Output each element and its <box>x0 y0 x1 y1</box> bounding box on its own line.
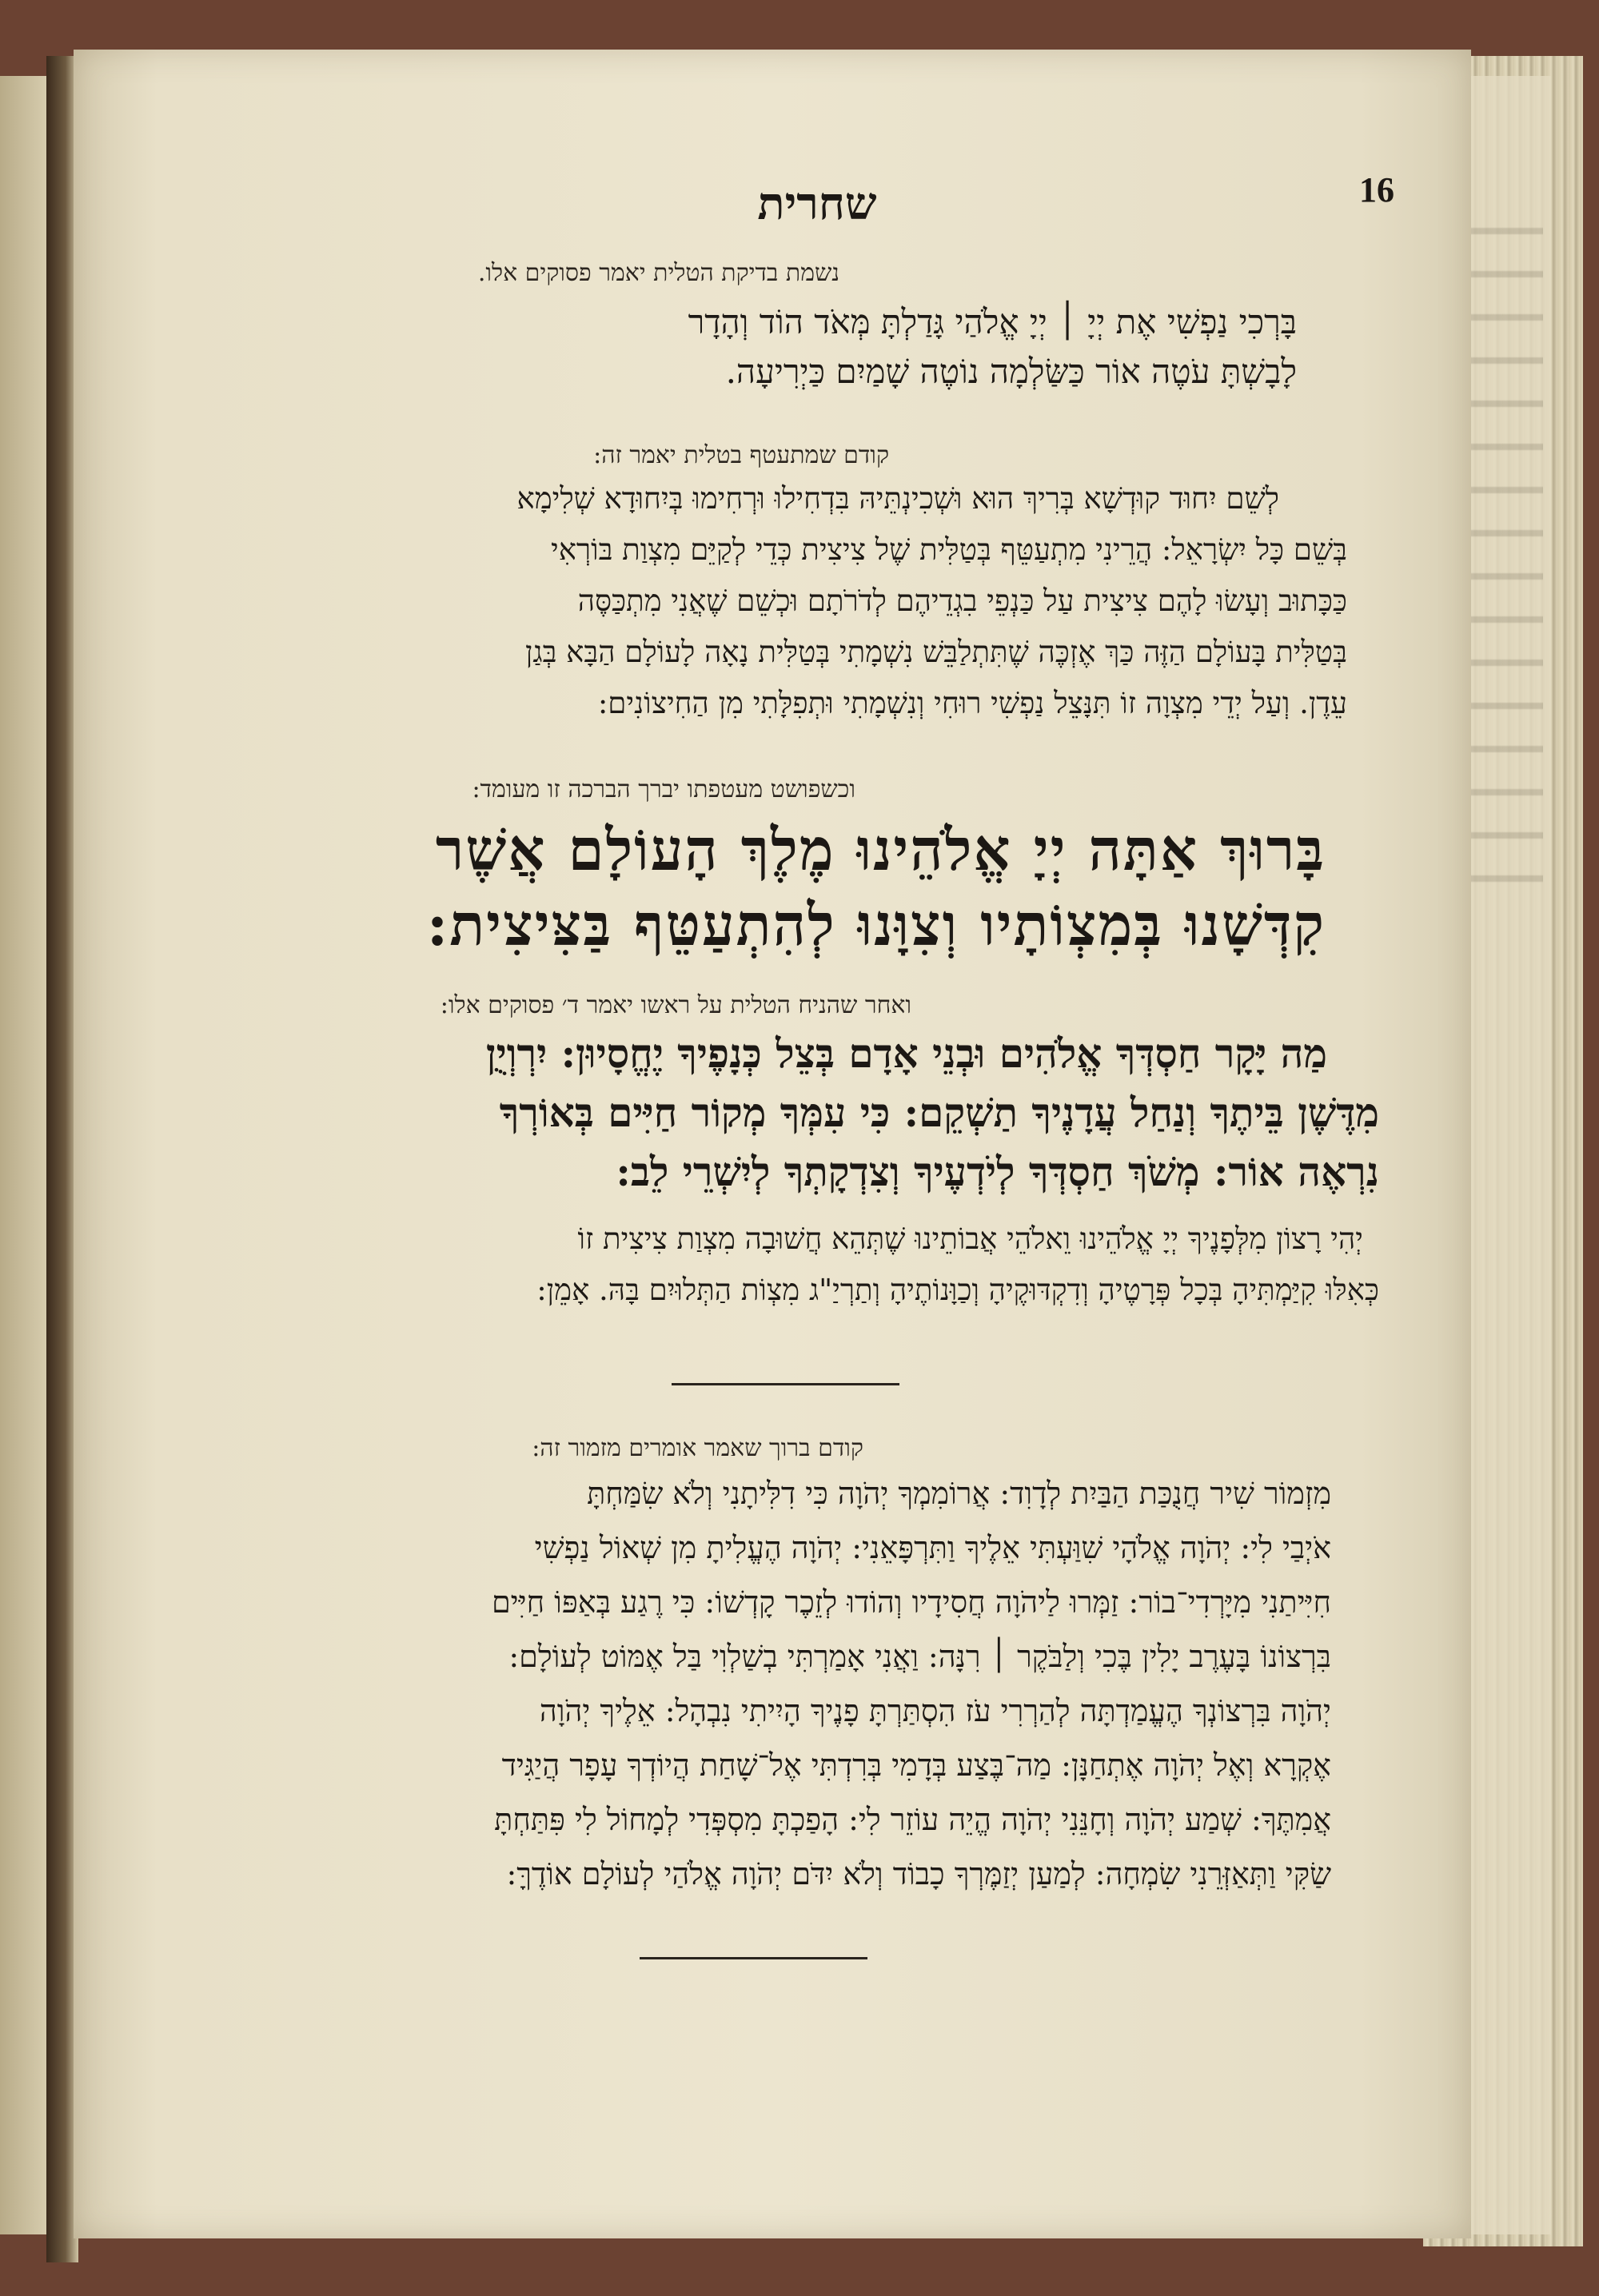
psalm-line: מִזְמוֹר שִׁיר חֲנֻכַּת הַבַּיִת לְדָוִד: אֲרוֹמִמְךָ יְהֹוָה כִּי דִלִּיתָנִי וְלֹא שִׂמַּחְתָּ <box>587 1476 1331 1511</box>
psalm-line: יְהֹוָה בִּרְצוֹנְךָ הֶעֱמַדְתָּה לְהַרְרִי עֹז הִסְתַּרְתָּ פָנֶיךָ הָיִיתִי נִבְהָל: אֵלֶיךָ יְהֹוָה <box>539 1693 1331 1728</box>
section5-instruction: קודם ברוך שאמר אומרים מזמור זה: <box>532 1434 863 1462</box>
psalm-line: חִיִּיתַנִי מִיָּרְדִי־בוֹר: זַמְּרוּ לַיהֹוָה חֲסִידָיו וְהוֹדוּ לְזֵכֶר קָדְשׁוֹ: כִּי רֶגַע בְּאַפּוֹ חַיִּים <box>491 1584 1331 1620</box>
page-number: 16 <box>1359 170 1394 209</box>
section1-line: לָבָשְׁתָּ עֹטֶה אוֹר כַּשַּׂלְמָה נוֹטֶה שָׁמַיִם כַּיְרִיעָה. <box>725 352 1297 391</box>
blessing-line: בָּרוּךְ אַתָּה יְיָ אֱלֹהֵינוּ מֶלֶךְ הָעוֹלָם אֲשֶׁר <box>435 815 1326 883</box>
section-divider <box>640 1957 867 1959</box>
section3-instruction: וכשפושט מעטפתו יברך הברכה זו מעומד: <box>472 775 855 803</box>
psalm-line: שַׂקִּי וַתְּאַזְּרֵנִי שִׂמְחָה: לְמַעַן יְזַמֶּרְךָ כָבוֹד וְלֹא יִדֹּם יְהֹוָה אֱלֹהַי לְעוֹלָם אוֹדֶךָּ: <box>506 1856 1331 1891</box>
psalm-line: בִּרְצוֹנוֹ בָּעֶרֶב יָלִין בֶּכִי וְלַבֹּקֶר ׀ רִנָּה: וַאֲנִי אָמַרְתִּי בְשַׁלְוִי בַּל אֶמּוֹט לְעוֹלָם: <box>508 1639 1331 1674</box>
section2-line: עֵדֶן. וְעַל יְדֵי מִצְוָה זוֹ תִּנָּצֵל נַפְשִׁי רוּחִי וְנִשְׁמָתִי וּתְפִלָּתִי מִן הַחִיצוֹנִים: <box>597 686 1347 720</box>
section2-line: בְּשֵׁם כָּל יִשְׂרָאֵל: הֲרֵינִי מִתְעַטֵּף בְּטַלִּית שֶׁל צִיצִית כְּדֵי לְקַיֵּם מִצְוַת בּוֹרְאִי <box>551 532 1347 567</box>
section1-instruction: נשמת בדיקת הטלית יאמר פסוקים אלו. <box>477 259 839 287</box>
section1-line: בָּרְכִי נַפְשִׁי אֶת יְיָ ׀ יְיָ אֱלֹהַי גָּדַלְתָּ מְּאֹד הוֹד וְהָדָר <box>688 302 1297 341</box>
section2-line: בְּטַלִּית בָּעוֹלָם הַזֶּה כַּךְ אֶזְכֶּה שֶׁתִּתְלַבֵּשׁ נִשְׁמָתִי בְּטַלִּית נָאָה לָעוֹלָם הַבָּא בְּגַן <box>524 635 1347 669</box>
section-divider <box>672 1383 899 1385</box>
page-title: שחרית <box>757 177 877 230</box>
verse-line: מַה יָּקָר חַסְדְּךָ אֱלֹהִים וּבְנֵי אָדָם בְּצֵל כְּנָפֶיךָ יֶחֱסָיוּן: יִרְוְיֻן <box>485 1030 1327 1077</box>
prayer-line: כְּאִלּוּ קִיַּמְתִּיהָ בְּכָל פְּרָטֶיהָ וְדִקְדּוּקֶיהָ וְכַוָּנוֹתֶיהָ וְתַרְיַ"ג מִצְוֹת הַתְּלוּיִם בָּהּ. אָמֵן: <box>536 1273 1379 1307</box>
section2-line: כַּכָּתוּב וְעָשׂוּ לָהֶם צִיצִית עַל כַּנְפֵי בִגְדֵיהֶם לְדֹרֹתָם וּכְשֵׁם שֶׁאֲנִי מִתְכַּסֶּה <box>577 584 1347 618</box>
section4-instruction: ואחר שהניח הטלית על ראשו יאמר ד׳ פסוקים אלו: <box>440 991 911 1019</box>
section2-instruction: קודם שמתעטף בטלית יאמר זה: <box>593 441 889 469</box>
prayer-line: יְהִי רָצוֹן מִלְּפָנֶיךָ יְיָ אֱלֹהֵינוּ וֵאלֹהֵי אֲבוֹתֵינוּ שֶׁתְּהֵא חֲשׁוּבָה מִצְוַת צִיצִית זוֹ <box>577 1222 1363 1256</box>
verse-line: נִרְאֶה אוֹר: מְשֹׁךְ חַסְדְּךָ לְיֹדְעֶיךָ וְצִדְקָתְךָ לְיִשְׁרֵי לֵב: <box>616 1148 1379 1195</box>
psalm-line: אֹיְבַי לִי: יְהֹוָה אֱלֹהָי שִׁוַּעְתִּי אֵלֶיךָ וַתִּרְפָּאֵנִי: יְהֹוָה הֶעֱלִיתָ מִן שְׁאוֹל נַפְשִׁי <box>534 1530 1331 1565</box>
section2-line: לְשֵׁם יִחוּד קוּדְשָׁא בְּרִיךְ הוּא וּשְׁכִינְתֵּיהּ בִּדְחִילוּ וּרְחִימוּ בְּיִחוּדָא שְׁלִימָא <box>516 481 1279 516</box>
psalm-line: אֲמִתֶּךָ: שְׁמַע יְהֹוָה וְחָנֵּנִי יְהֹוָה הֱיֵה עוֹזֵר לִי: הָפַכְתָּ מִסְפְּדִי לְמָחוֹל לִי פִּתַּחְתָּ <box>494 1802 1331 1837</box>
left-page-edge <box>0 76 50 2234</box>
verse-line: מִדֶּשֶׁן בֵּיתֶךָ וְנַחַל עֲדָנֶיךָ תַשְׁקֵם: כִּי עִמְּךָ מְקוֹר חַיִּים בְּאוֹרְךָ <box>499 1089 1379 1136</box>
psalm-line: אֶקְרָא וְאֶל יְהֹוָה אֶתְחַנָּן: מַה־בֶּצַע בְּדָמִי בְּרִדְתִּי אֶל־שָׁחַת הֲיוֹדְךָ עָפָר הֲיַגִּיד <box>501 1748 1331 1783</box>
blessing-line: קִדְּשָׁנוּ בְּמִצְוֹתָיו וְצִוָּנוּ לְהִתְעַטֵּף בַּצִּיצִית: <box>426 891 1326 959</box>
book-page <box>74 50 1471 2238</box>
